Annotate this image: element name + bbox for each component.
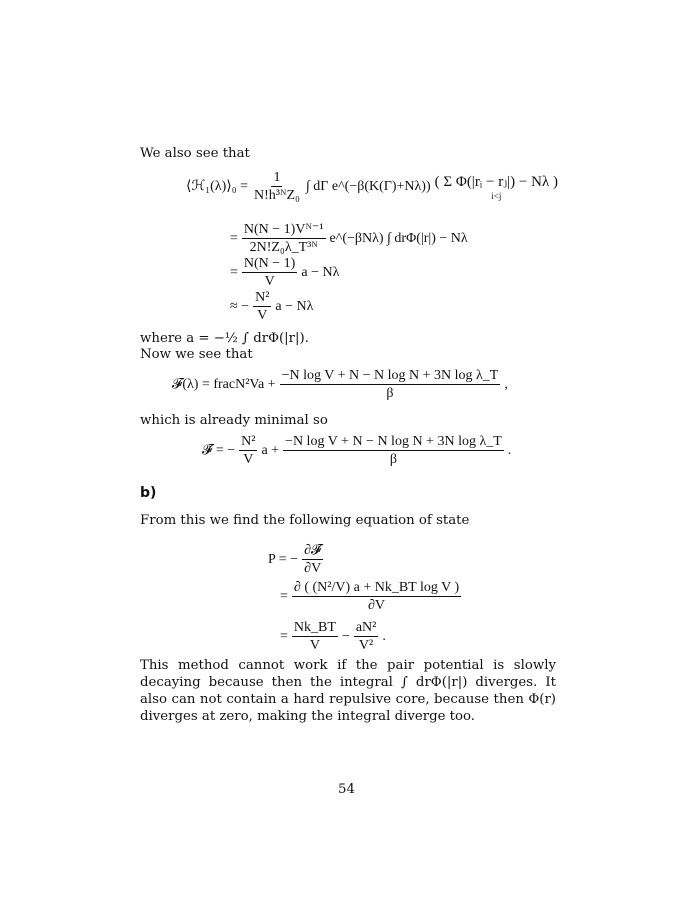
- eq2-fraction: $\frac{\text{−N log V + N − N log N + 3N log λ\_T}}{\beta}$: [281, 368, 499, 401]
- eq1-sum-subscript: i<j: [491, 191, 502, 201]
- eq1-fraction-3: $\frac{N(N - 1)}{V}$: [243, 256, 296, 289]
- eq1-fraction-1: $\frac{1}{\text{N!h³ᴺZ₀}}$: [254, 170, 300, 203]
- equation-free-energy-minimal: 𝓕̃ = − $\frac{\text{N²}}{V}$ a + $\frac{\text{−N log V + N − N log N + 3N log λ\_T}}{\beta}$ .: [202, 434, 512, 467]
- eq1-fraction-4: $\frac{\text{N²}}{V}$: [255, 290, 270, 323]
- intro-text: We also see that: [140, 146, 250, 161]
- where-line: where a = −½ ∫ drΦ(|r|).: [140, 331, 309, 346]
- eos-intro: From this we find the following equation of state: [140, 513, 470, 528]
- minimal-line: which is already minimal so: [140, 413, 328, 428]
- section-heading-b: b): [140, 485, 157, 501]
- eq1-fraction-2: $\frac{\text{N(N − 1)Vᴺ⁻¹}}{\text{2N!Z₀λ\_T³ᴺ}}$: [243, 222, 324, 255]
- page-number: 54: [338, 782, 355, 797]
- eq1-lhs: ⟨ℋ₁(λ)⟩₀ =: [186, 179, 249, 194]
- now-line: Now we see that: [140, 347, 253, 362]
- eq1-line3-rest: a − Nλ: [301, 264, 340, 280]
- eq1-line4-rest: a − Nλ: [275, 298, 314, 314]
- eq1-bracket: ( Σ Φ(|rᵢ − rⱼ|) − Nλ ): [434, 174, 558, 190]
- equation-free-energy: 𝓕(λ) = fracN²Va + $\frac{\text{−N log V + N − N log N + 3N log λ\_T}}{\beta}$ ,: [172, 368, 508, 401]
- closing-paragraph: This method cannot work if the pair potential is slowly decaying because then the integral ∫ drΦ(|r|) diverges. It also can not contain a hard repulsive core, because then Φ(r) diverges at zero, making the integral diverge too.: [140, 658, 556, 724]
- eq1-integrand: ∫ dΓ e^(−β(K(Γ)+Nλ)): [305, 178, 431, 194]
- eq1-line2-rest: e^(−βNλ) ∫ drΦ(|r|) − Nλ: [329, 230, 468, 246]
